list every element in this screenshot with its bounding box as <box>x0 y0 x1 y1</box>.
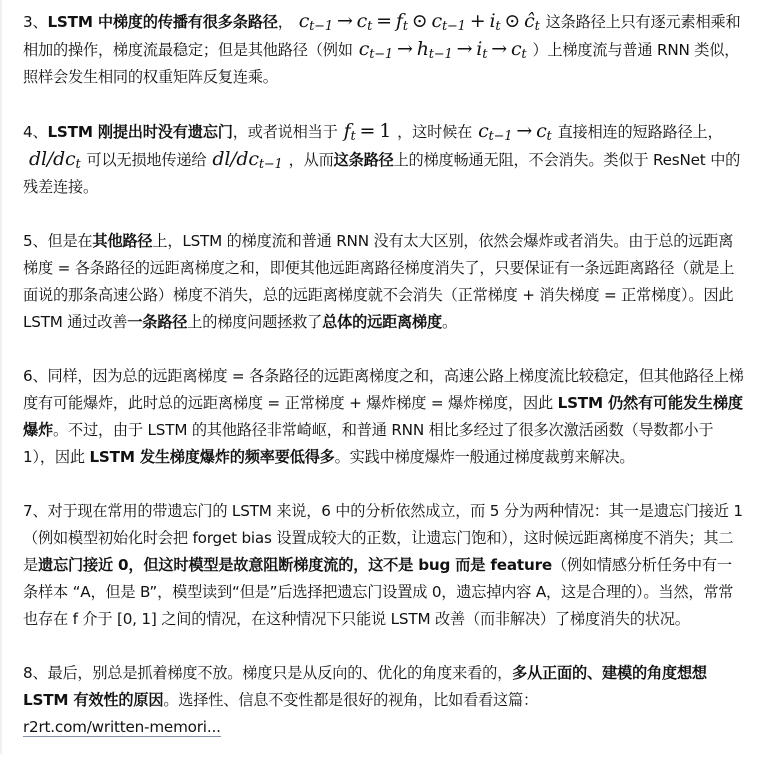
text: 上，LSTM 的梯度流和普通 RNN 没有太大区别，依然会爆炸或者消失。由于总的远距离梯度 = 各条路径的远距离梯度之和，即便其他远距离路径梯度消失了，只要保证有一条远距离路径（就是上面说的那条高速公路）梯度不消失，总的远距离梯度就不会消失（正常梯度 + 消失梯度 = 正常梯度）。因此 LSTM 通过改善 <box>23 232 735 331</box>
text: 7、对于现在常用的带遗忘门的 LSTM 来说，6 中的分析依然成立，而 5 分为两种情况：其一是遗忘门接近 1（例如模型初始化时会把 forget bias 设置成较大的正数，让遗忘门饱和），这时候远距离梯度不消失；其二是 <box>23 502 743 574</box>
text: 8、最后，别总是抓着梯度不放。梯度只是从反向的、优化的角度来看的， <box>23 664 513 682</box>
text: 。实践中梯度爆炸一般通过梯度裁剪来解决。 <box>334 448 635 466</box>
text: 。 <box>442 313 458 331</box>
bold-text: 多从正面的、建模的角度想想 LSTM 有效性的原因 <box>23 664 707 709</box>
text: 直接相连的短路路径上， <box>557 123 723 141</box>
text: 5、但是在 <box>23 232 93 250</box>
bold-text: 一条路径 <box>127 313 188 331</box>
text: ， <box>277 13 293 31</box>
answer-content <box>23 8 745 768</box>
text: 可以无损地传递给 <box>86 151 207 169</box>
text: （例如情感分析任务中有一条样本 “A，但是 B”，模型读到“但是”后选择把遗忘门设置成 0，遗忘掉内容 A，这是合理的）。当然，常常也存在 f 介于 [0, 1] 之间的情况，在这种情况下只能说 LSTM 改善（而非解决）了梯度消失的状况。 <box>23 556 734 628</box>
bold-text: LSTM 刚提出时没有遗忘门 <box>47 123 233 141</box>
item-number: 3、 <box>23 13 48 31</box>
text: ，从而 <box>288 151 334 169</box>
text: 这条路径上只有逐元素相乘和相加的操作，梯度流最稳定；但是其他路径（例如 <box>23 13 741 59</box>
text: 。选择性、信息不变性都是很好的视角，比如看看这篇： <box>163 691 539 709</box>
text: 6、同样，因为总的远距离梯度 = 各条路径的远距离梯度之和，高速公路上梯度流比较稳定，但其他路径上梯度有可能爆炸，此时总的远距离梯度 = 正常梯度 + 爆炸梯度 = 爆炸梯度，因此 <box>23 367 744 412</box>
bold-text: 遗忘门接近 0，但这时模型是故意阻断梯度流的，这不是 bug 而是 feature <box>38 556 552 574</box>
paragraph-7 <box>23 498 745 633</box>
text: 上的梯度畅通无阻，不会消失。类似于 ResNet 中的残差连接。 <box>23 151 741 196</box>
math-formula-shortcut: $c_{t-1} \to c_t$ <box>478 120 552 144</box>
text: ）上梯度流与普通 RNN 类似，照样会发生相同的权重矩阵反复连乘。 <box>23 41 740 86</box>
math-formula-gradient-prev: $dl/dc_{t-1}$ <box>212 148 283 172</box>
left-border <box>0 0 2 754</box>
bold-text: LSTM 仍然有可能发生梯度爆炸 <box>23 394 743 439</box>
paragraph-3 <box>23 8 745 91</box>
paragraph-4 <box>23 118 745 201</box>
paragraph-6 <box>23 363 745 471</box>
math-formula-cell-update: $c_{t-1} \to c_t = f_t$ ⊙ $c_{t-1} + i_t$ ⊙ $ĉ_t$ <box>298 10 540 34</box>
text: ，或者说相当于 <box>232 123 338 141</box>
bold-text: LSTM 发生梯度爆炸的频率要低得多 <box>89 448 335 466</box>
text: 。不过，由于 LSTM 的其他路径非常崎岖，和普通 RNN 相比多经过了很多次激活函数（导数都小于 1），因此 <box>23 421 714 466</box>
bold-text: 其他路径 <box>92 232 153 250</box>
paragraph-8 <box>23 660 745 741</box>
text: ，这时候在 <box>397 123 473 141</box>
math-formula-path: $c_{t-1} \to h_{t-1} \to i_t \to c_t$ <box>358 38 527 62</box>
item-number: 4、 <box>23 123 48 141</box>
math-formula-forget-gate: $f_t = 1$ <box>343 120 392 144</box>
bold-text: LSTM 中梯度的传播有很多条路径 <box>47 13 278 31</box>
paragraph-5 <box>23 228 745 336</box>
text: 上的梯度问题拯救了 <box>187 313 323 331</box>
bold-text: 这条路径 <box>333 151 394 169</box>
bold-text: 总体的远距离梯度 <box>322 313 443 331</box>
external-link-r2rt[interactable]: r2rt.com/written-memori... <box>23 718 221 736</box>
math-formula-gradient: $dl/dc_t$ <box>29 148 81 172</box>
